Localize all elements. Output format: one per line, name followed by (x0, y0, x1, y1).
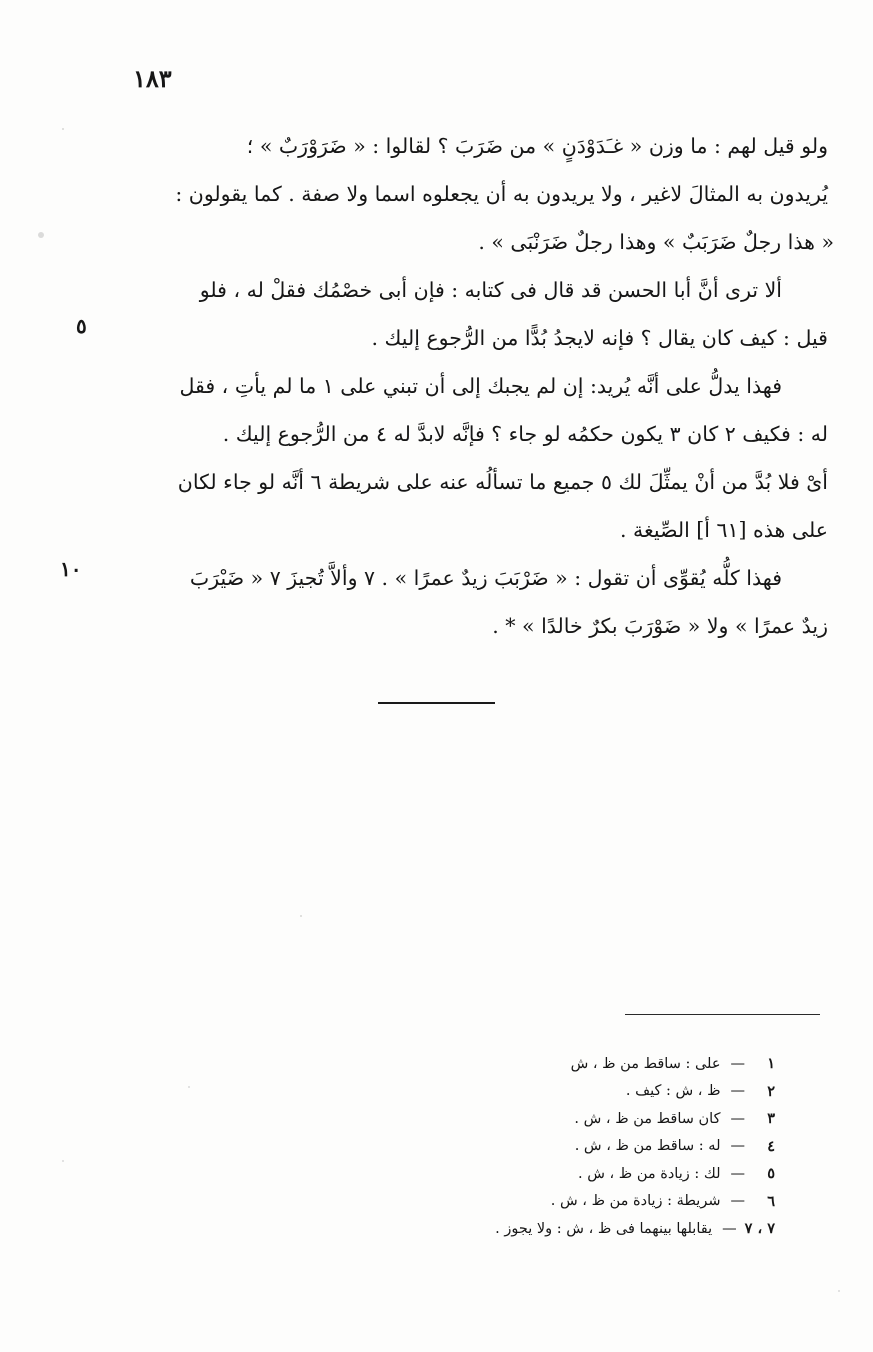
footnote-separator-rule (625, 1014, 820, 1015)
text-line-1: ولو قيل لهم : ما وزن « غـَدَوْدَنٍ » من ضَرَبَ ؟ لقالوا : « ضَرَوْرَبٌ » ؛ (246, 134, 828, 158)
footnote-item (375, 1078, 775, 1106)
footnote-text: شريطة : زيادة من ظ ، ش . (550, 1193, 721, 1210)
text-line-3: « هذا رجلٌ ضَرَبَبٌ » وهذا رجلٌ ضَرَنْبَى » . (478, 230, 834, 254)
footnote-dash: — (730, 1138, 745, 1155)
margin-line-number-5: ٥ (76, 314, 87, 338)
page-number: ١٨٣ (133, 64, 172, 93)
footnote-dash: — (730, 1193, 745, 1210)
text-line-8: أىْ فلا بُدَّ من أنْ يمثِّلَ لك ٥ جميع ما تسألُه عنه على شريطة ٦ أنَّه لو جاء لكان (177, 470, 828, 494)
text-line-5: قيل : كيف كان يقال ؟ فإنه لايجدُ بُدًّا من الرُّجوع إليك . (371, 326, 828, 350)
scan-speck (62, 1160, 64, 1162)
footnotes (375, 1050, 775, 1243)
footnote-number: ٦ (767, 1192, 775, 1210)
footnote-item (375, 1105, 775, 1133)
footnote-item (375, 1160, 775, 1188)
footnote-dash: — (722, 1220, 737, 1237)
footnote-text: ظ ، ش : كيف . (625, 1083, 721, 1100)
footnote-item (375, 1050, 775, 1078)
footnote-text: يقابلها بينهما فى ظ ، ش : ولا يجوز . (495, 1220, 713, 1237)
text-line-10: فهذا كلُّه يُقوِّى أن تقول : « ضَرْبَبَ زيدٌ عمرًا » . ٧ وألاَّ تُجيزَ ٧ « ضَيْرَبَ (189, 566, 782, 590)
footnote-text: لك : زيادة من ظ ، ش . (577, 1165, 721, 1182)
footnote-text: كان ساقط من ظ ، ش . (574, 1110, 721, 1127)
scan-speck (38, 232, 44, 238)
footnote-number: ٣ (767, 1110, 775, 1128)
scan-speck (188, 1086, 190, 1088)
text-line-11: زيدٌ عمرًا » ولا « ضَوْرَبَ بكرٌ خالدًا » * . (492, 614, 828, 638)
body-text (98, 122, 834, 650)
footnote-number: ١ (767, 1055, 775, 1073)
footnote-number: ٢ (767, 1082, 775, 1100)
text-line-7: له : فكيف ٢ كان ٣ يكون حكمُه لو جاء ؟ فإنَّه لابدَّ له ٤ من الرُّجوع إليك . (222, 422, 828, 446)
footnote-text: على : ساقط من ظ ، ش (570, 1055, 721, 1072)
footnote-number: ٧ ، ٧ (744, 1220, 775, 1238)
text-line-2: يُريدون به المثالَ لاغير ، ولا يريدون به أن يجعلوه اسما ولا صفة . كما يقولون : (175, 182, 828, 206)
footnote-text: له : ساقط من ظ ، ش . (574, 1138, 721, 1155)
text-line-9: على هذه [٦١ أ] الصِّيغة . (619, 518, 828, 542)
scan-speck (300, 915, 302, 917)
section-end-rule (378, 702, 495, 704)
footnote-number: ٥ (767, 1165, 775, 1183)
footnote-dash: — (730, 1055, 745, 1072)
footnote-item (375, 1215, 775, 1243)
scan-speck (62, 128, 64, 130)
margin-line-number-10: ١٠ (60, 557, 82, 581)
footnote-dash: — (730, 1110, 745, 1127)
text-line-6: فهذا يدلُّ على أنَّه يُريد: إن لم يجبك إلى أن تبني على ١ ما لم يأتِ ، فقل (179, 374, 782, 398)
footnote-item (375, 1188, 775, 1216)
scan-speck (838, 1290, 840, 1292)
footnote-item (375, 1133, 775, 1161)
footnote-dash: — (730, 1083, 745, 1100)
footnote-number: ٤ (767, 1137, 775, 1155)
footnote-dash: — (730, 1165, 745, 1182)
text-line-4: ألا ترى أنَّ أبا الحسن قد قال فى كتابه : فإن أبى خصْمُك فقلْ له ، فلو (199, 278, 782, 302)
